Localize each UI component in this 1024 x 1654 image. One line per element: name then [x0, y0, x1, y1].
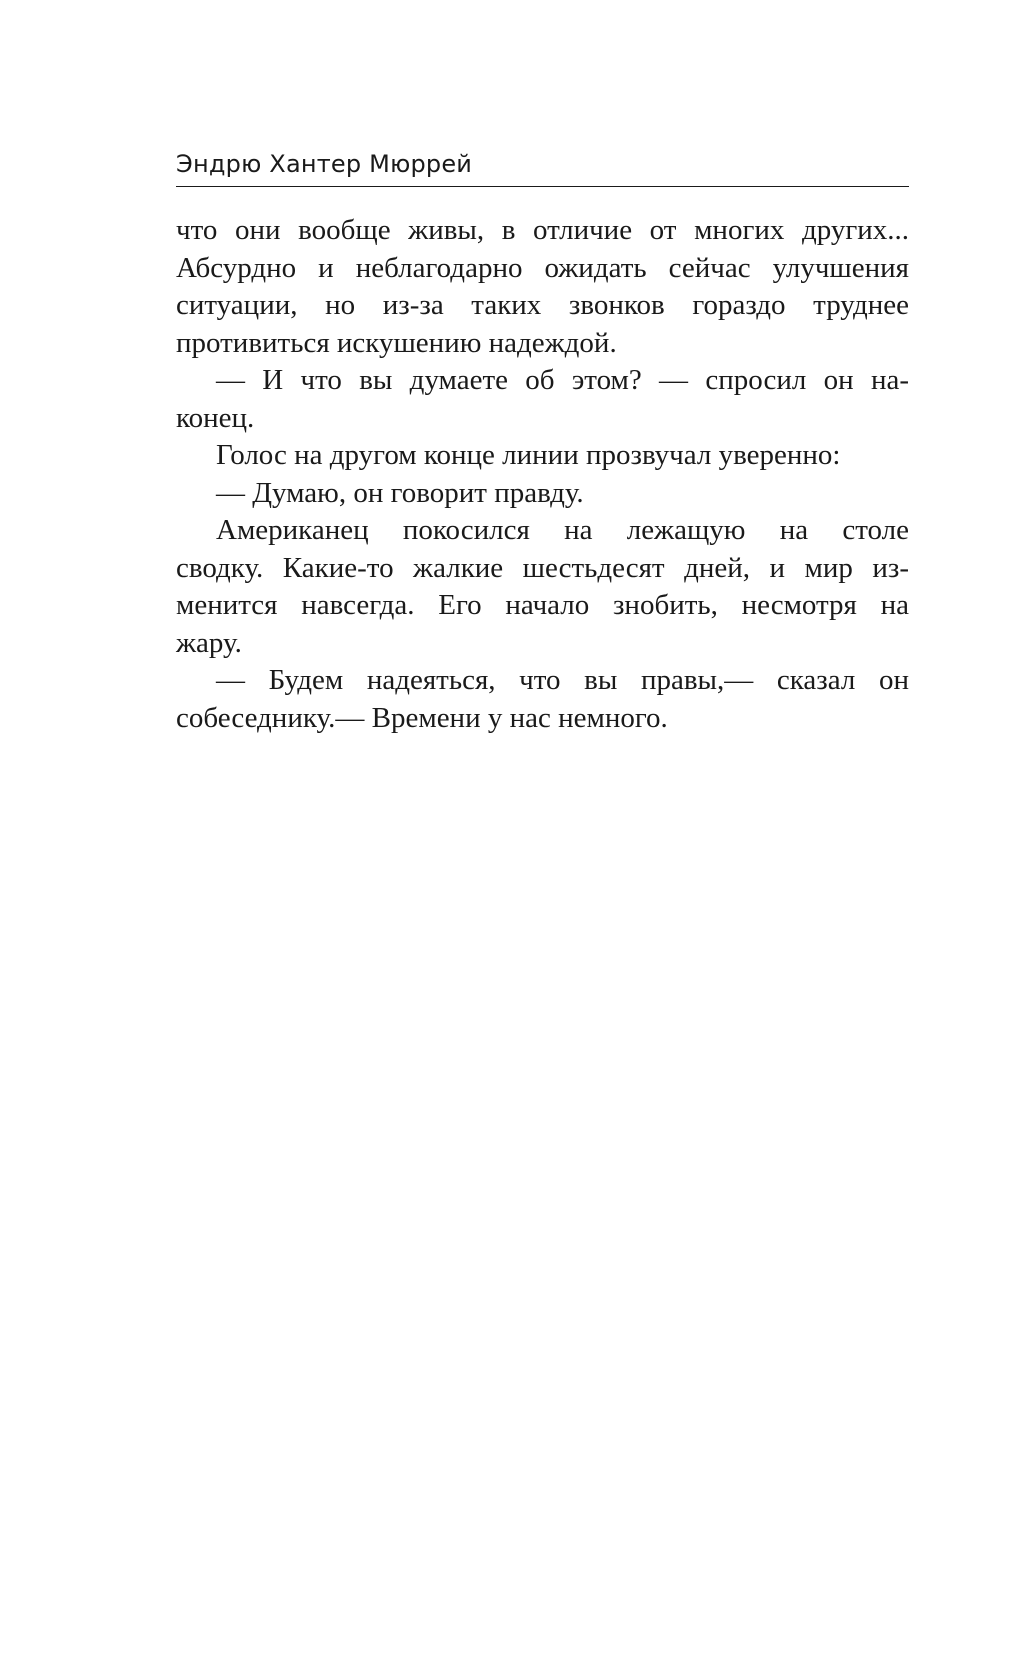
text-line: противиться искушению надеждой. [176, 326, 617, 359]
body-text [176, 212, 909, 737]
text-line: что они вообще живы, в отличие от многих других... [176, 214, 909, 246]
text-line: Абсурдно и неблагодарно ожидать сейчас улучшения [176, 251, 909, 284]
text-line: собеседнику.— Времени у нас немного. [176, 701, 668, 734]
text-line: — Будем надеяться, что вы правы,— сказал он [216, 664, 909, 696]
running-head-author: Эндрю Хантер Мюррей [176, 150, 473, 178]
text-line: конец. [176, 401, 255, 434]
text-line: Американец покосился на лежащую на столе [216, 514, 909, 546]
text-line: менится навсегда. Его начало знобить, несмотря на [176, 589, 909, 621]
text-line: Голос на другом конце линии прозвучал уверенно: [216, 439, 841, 471]
header-rule [176, 186, 909, 187]
text-line: — Думаю, он говорит правду. [216, 476, 584, 509]
text-line: ситуации, но из-за таких звонков гораздо труднее [176, 289, 909, 321]
text-line: — И что вы думаете об этом? — спросил он на- [216, 364, 909, 396]
text-line: сводку. Какие-то жалкие шестьдесят дней, и мир из- [176, 551, 909, 584]
text-line: жару. [176, 626, 242, 659]
